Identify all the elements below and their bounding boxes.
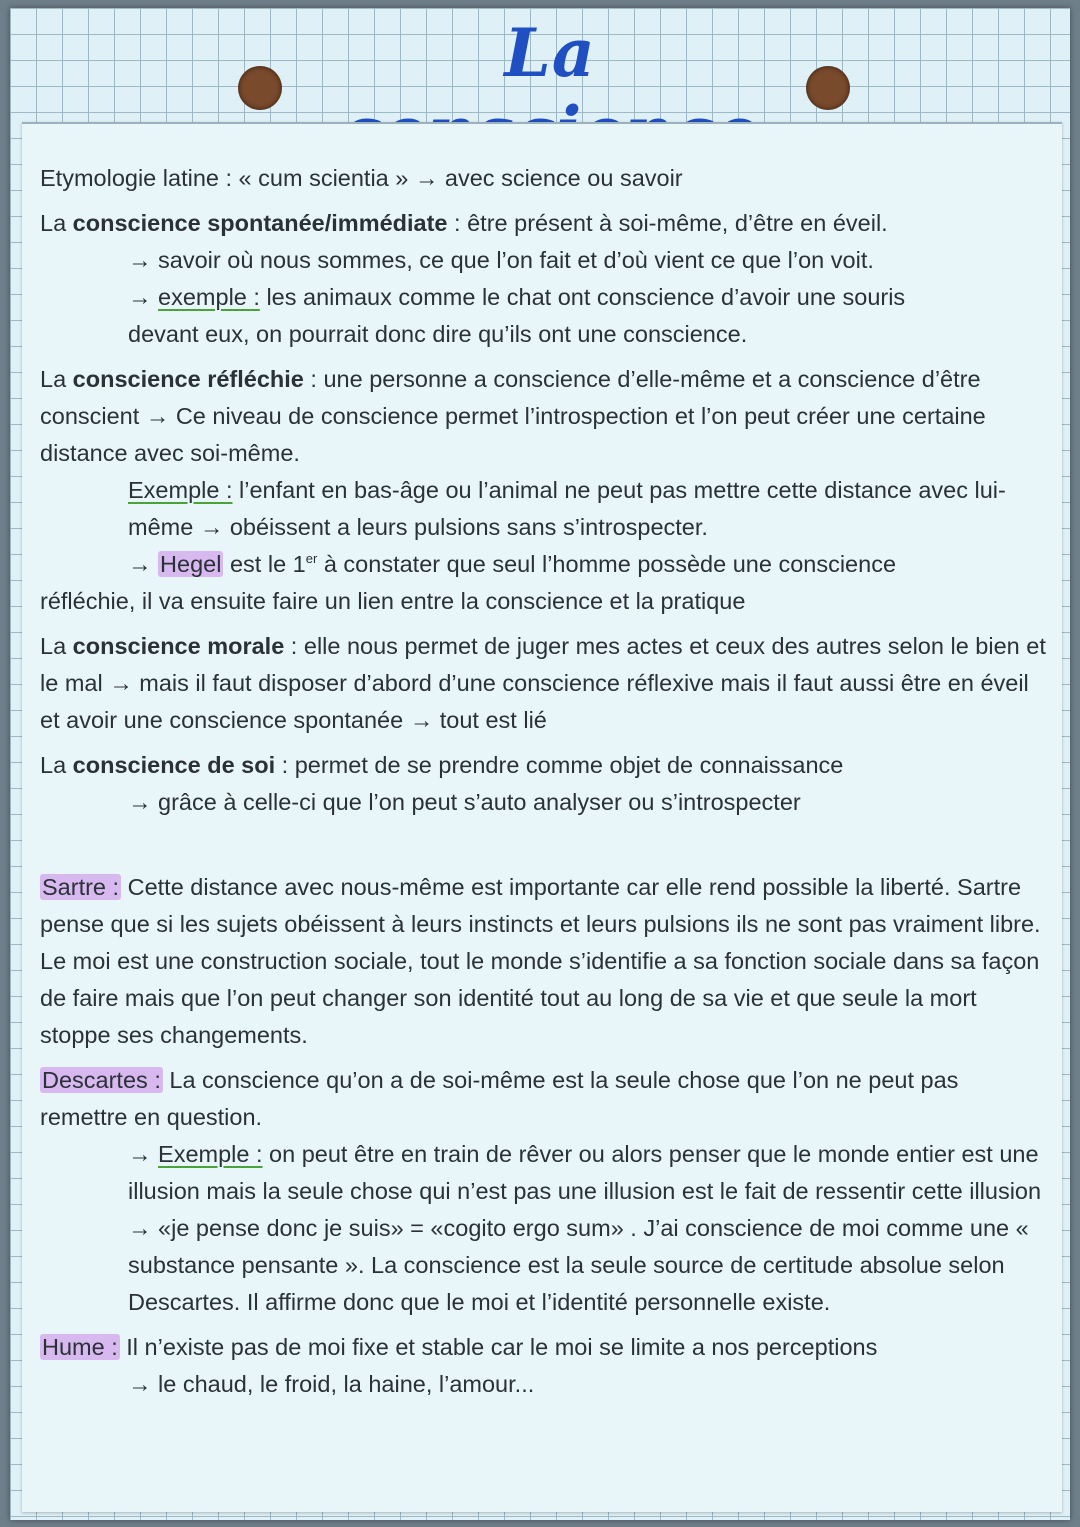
example-text: l’enfant en bas-âge ou l’animal ne peut pas mettre cette distance avec lui-même → obéissent a leurs pulsions sans s’introspecter.	[128, 477, 1006, 540]
section-reflective	[40, 361, 1050, 620]
punch-hole-right	[806, 66, 850, 110]
arrow-text: →	[128, 284, 159, 310]
descartes-paragraph	[40, 1062, 1050, 1136]
sartre-highlight: Sartre :	[42, 874, 120, 900]
example-label: Exemple :	[128, 477, 233, 503]
sartre-text: Cette distance avec nous-même est importante car elle rend possible la liberté. Sartre pense que si les sujets obéissent à leurs instincts et leurs pulsions ils ne sont pas vraiment libre. Le moi est une construction sociale, tout le monde s’identifie a sa fonction sociale dans sa façon de faire mais que l’on peut changer son identité tout au long de sa vie et que seule la mort stoppe ses changements.	[40, 874, 1041, 1048]
term-spontaneous: conscience spontanée/immédiate	[72, 210, 448, 236]
hegel-highlight: Hegel	[160, 551, 222, 577]
descartes-text: La conscience qu’on a de soi-même est la seule chose que l’on ne peut pas remettre en question.	[40, 1067, 959, 1130]
hegel-line-cont: réfléchie, il va ensuite faire un lien entre la conscience et la pratique	[40, 588, 746, 614]
page-title: La	[504, 14, 596, 92]
hume-text: Il n’existe pas de moi fixe et stable car le moi se limite a nos perceptions	[119, 1334, 878, 1360]
superscript: er	[305, 551, 318, 567]
spontaneous-example	[40, 279, 1050, 316]
lead-text: La	[40, 210, 73, 236]
arrow-text: →	[128, 551, 159, 577]
example-text: on peut être en train de rêver ou alors penser que le monde entier est une illusion mais la seule chose qui n’est pas une illusion est le fait de ressentir cette illusion → «je pense donc je suis» = «cogito ergo sum» . J’ai conscience de moi comme une « substance pensante ». La conscience est la seule source de certitude absolue selon Descartes. Il affirme donc que le moi et l’identité personnelle existe.	[128, 1141, 1042, 1315]
hume-paragraph	[40, 1329, 1050, 1366]
sartre-paragraph	[40, 869, 1050, 1054]
hume-detail: → le chaud, le froid, la haine, l’amour...	[128, 1371, 535, 1397]
self-detail: → grâce à celle-ci que l’on peut s’auto analyser ou s’introspecter	[128, 789, 801, 815]
self-definition	[40, 747, 1050, 784]
hegel-text: est le 1	[223, 551, 306, 577]
section-moral	[40, 628, 1050, 739]
example-label: Exemple :	[158, 1141, 263, 1167]
term-moral: conscience morale	[72, 633, 285, 659]
hume-highlight: Hume :	[42, 1334, 118, 1360]
definition-text: : elle nous permet de juger mes actes et ceux des autres selon le bien et le mal → mais il faut disposer d’abord d’une conscience réflexive mais il faut aussi être en éveil et avoir une conscience spontanée → tout est lié	[40, 633, 1046, 733]
term-self: conscience de soi	[72, 752, 276, 778]
definition-text: : une personne a conscience d’elle-même et a conscience d’être conscient → Ce niveau de conscience permet l’introspection et l’on peut créer une certaine distance avec soi-même.	[40, 366, 986, 466]
definition-text: : être présent à soi-même, d’être en éveil.	[447, 210, 888, 236]
example-label: exemple :	[158, 284, 260, 310]
spontaneous-detail: → savoir où nous sommes, ce que l’on fait et d’où vient ce que l’on voit.	[128, 247, 874, 273]
punch-hole-left	[238, 66, 282, 110]
lead-text: La	[40, 366, 73, 392]
arrow-text: →	[128, 1141, 159, 1167]
descartes-example	[40, 1136, 1050, 1321]
lead-text: La	[40, 752, 73, 778]
definition-text: : permet de se prendre comme objet de connaissance	[275, 752, 844, 778]
section-hume	[40, 1329, 1050, 1403]
hegel-text-cont: à constater que seul l’homme possède une conscience	[317, 551, 897, 577]
section-spontaneous	[40, 205, 1050, 353]
term-reflective: conscience réfléchie	[72, 366, 304, 392]
section-self	[40, 747, 1050, 821]
section-descartes	[40, 1062, 1050, 1321]
spontaneous-example-cont: devant eux, on pourrait donc dire qu’ils ont une conscience.	[128, 321, 748, 347]
reflective-definition	[40, 361, 1050, 472]
etymology-line: Etymologie latine : « cum scientia » → avec science ou savoir	[40, 165, 683, 191]
section-sartre	[40, 869, 1050, 1054]
notebook-page	[10, 8, 1070, 1520]
spontaneous-definition	[40, 205, 1050, 242]
reflective-example	[40, 472, 1050, 546]
descartes-highlight: Descartes :	[42, 1067, 161, 1093]
notes-content	[40, 160, 1050, 1403]
example-text: les animaux comme le chat ont conscience d’avoir une souris	[259, 284, 906, 310]
lead-text: La	[40, 633, 73, 659]
printed-sheet	[22, 122, 1062, 1512]
hegel-line	[40, 546, 1050, 583]
moral-definition	[40, 628, 1050, 739]
